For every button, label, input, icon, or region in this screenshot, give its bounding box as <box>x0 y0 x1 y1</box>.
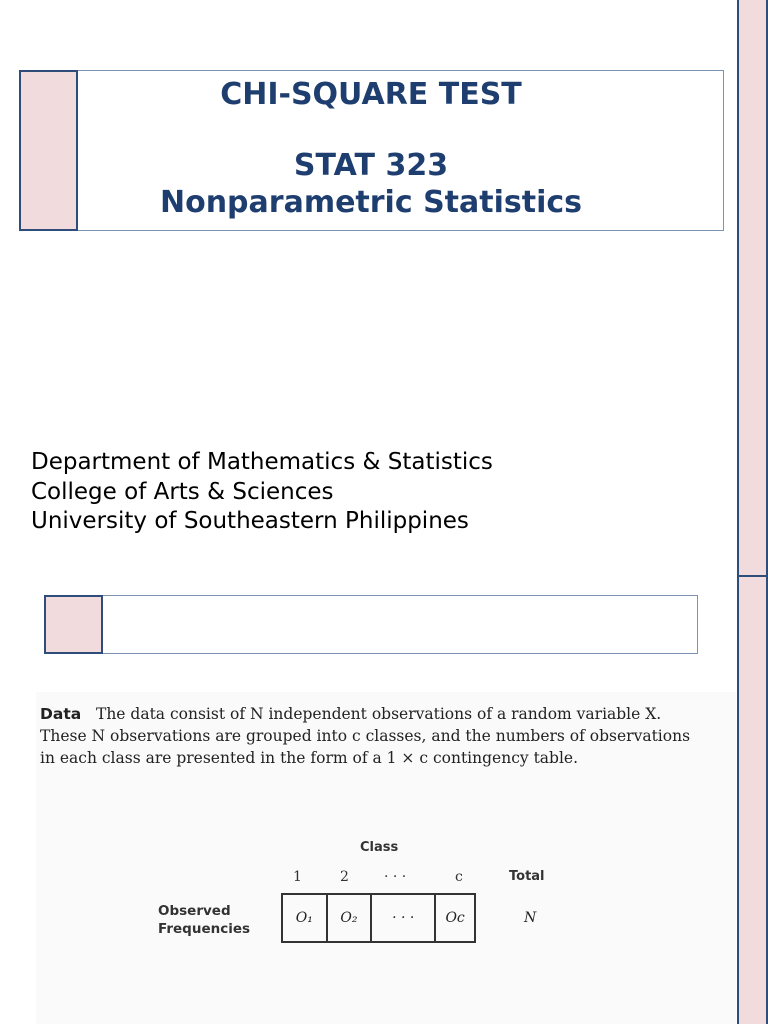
section-accent-square <box>44 595 103 654</box>
row-label-line-1: Observed <box>158 903 231 919</box>
total-value: N <box>524 910 537 926</box>
table-cell: · · · <box>372 895 436 941</box>
row-label <box>158 902 250 938</box>
excerpt-paragraph <box>40 703 691 769</box>
university-line: University of Southeastern Philippines <box>31 508 469 534</box>
excerpt-line-2: These N observations are grouped into c classes, and the numbers of observations <box>40 727 691 745</box>
total-column-label: Total <box>509 869 545 884</box>
course-code: STAT 323 <box>293 148 449 183</box>
column-label: 2 <box>340 869 349 885</box>
table-cell: O₁ <box>283 895 328 941</box>
excerpt-line-3: in each class are presented in the form of a 1 × c contingency table. <box>40 749 579 767</box>
row-label-line-2: Frequencies <box>158 921 251 937</box>
column-label: c <box>455 869 463 885</box>
column-label: 1 <box>293 869 302 885</box>
side-accent-bar-bottom <box>737 575 768 1024</box>
observed-frequencies-table <box>281 893 476 943</box>
title-accent-square <box>19 70 78 231</box>
department-line: Department of Mathematics & Statistics <box>31 449 493 475</box>
slide-title: CHI-SQUARE TEST <box>220 77 522 112</box>
column-label: · · · <box>384 869 407 885</box>
table-cell: Oc <box>445 910 465 926</box>
excerpt-line-1: The data consist of N independent observations of a random variable X. <box>95 705 662 723</box>
course-name: Nonparametric Statistics <box>159 185 583 220</box>
side-accent-bar-top <box>737 0 768 577</box>
college-line: College of Arts & Sciences <box>31 479 334 505</box>
excerpt-lead: Data <box>40 705 82 723</box>
table-cell: O₂ <box>328 895 373 941</box>
section-header-box <box>44 595 698 654</box>
table-class-header: Class <box>360 840 399 855</box>
